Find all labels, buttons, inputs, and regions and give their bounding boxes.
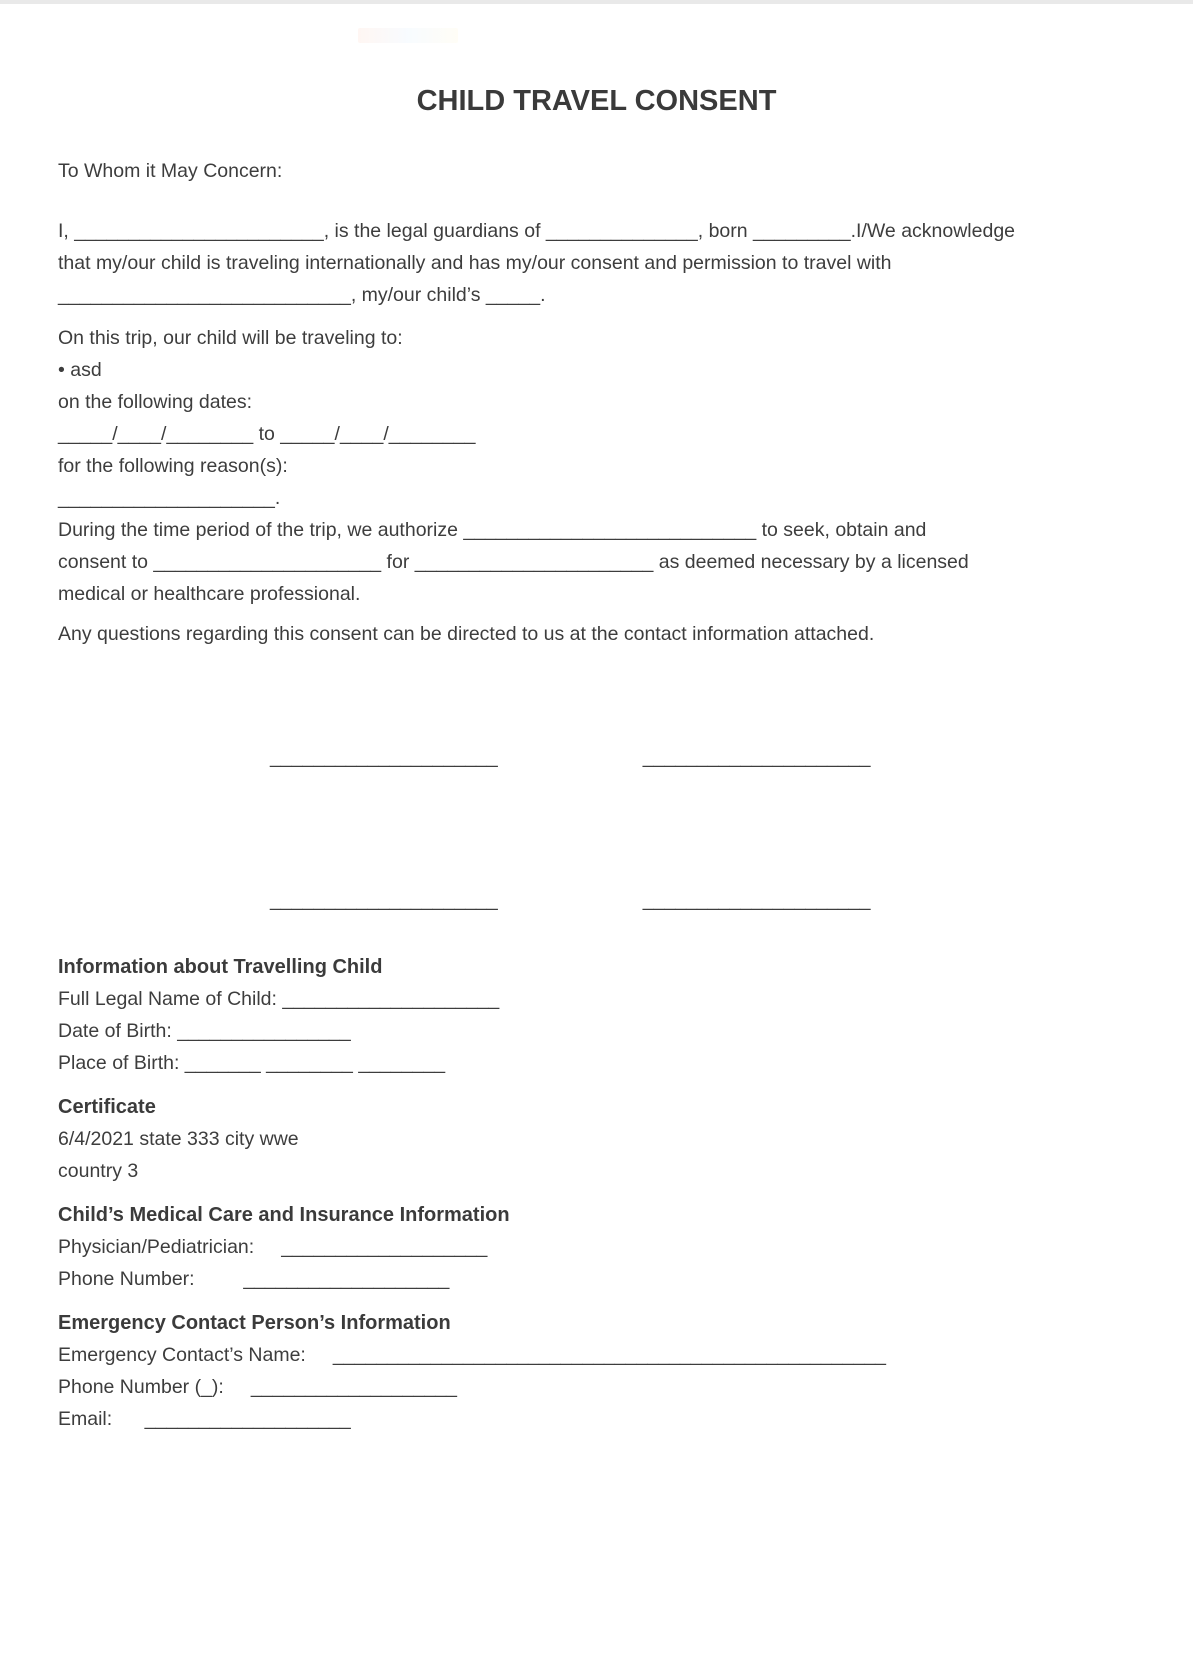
watermark [358, 28, 458, 43]
section-medical-insurance [58, 1199, 1135, 1295]
text-line: Email: ___________________ [58, 1408, 351, 1430]
text-line: Phone Number (_): ___________________ [58, 1376, 457, 1398]
text-line: • asd [58, 359, 102, 381]
text-line: I, _______________________, is the legal guardians of ______________, born _________.I/We acknowledge [58, 220, 1016, 242]
text-line: _____/____/________ to _____/____/________ [58, 423, 476, 445]
text-line: Full Legal Name of Child: ____________________ [58, 988, 500, 1010]
signature-line: _____________________ [270, 889, 498, 911]
text-line: On this trip, our child will be traveling to: [58, 327, 403, 349]
page-top-edge [0, 0, 1193, 4]
authorization-paragraph [58, 514, 1135, 610]
section-lines [58, 1123, 1135, 1187]
text-line: Date of Birth: ________________ [58, 1020, 351, 1042]
signature-line: _____________________ [270, 746, 498, 768]
text-line: country 3 [58, 1160, 139, 1182]
text-line: Physician/Pediatrician: ___________________ [58, 1236, 488, 1258]
text-line: that my/our child is traveling internationally and has my/our consent and permission to travel with [58, 252, 892, 274]
text-line: ___________________________, my/our child’s _____. [58, 284, 546, 306]
signature-line: _____________________ [642, 889, 871, 911]
text-line: for the following reason(s): [58, 455, 288, 477]
section-heading: Child’s Medical Care and Insurance Information [58, 1204, 510, 1226]
text-line: Emergency Contact’s Name: ___________________________________________________ [58, 1344, 887, 1366]
signature-line: _____________________ [642, 746, 871, 768]
text-line: consent to _____________________ for ______________________ as deemed necessary by a licensed [58, 551, 969, 573]
text-line: medical or healthcare professional. [58, 583, 361, 605]
signature-row-1 [58, 741, 1135, 773]
section-lines [58, 1231, 1135, 1295]
section-lines [58, 983, 1135, 1079]
trip-details-paragraph [58, 322, 1135, 514]
section-travelling-child [58, 951, 1135, 1079]
section-heading: Emergency Contact Person’s Information [58, 1312, 451, 1334]
questions-line: Any questions regarding this consent can be directed to us at the contact information attached. [58, 623, 875, 645]
section-certificate [58, 1091, 1135, 1187]
section-heading: Information about Travelling Child [58, 956, 383, 978]
document-content [0, 84, 1193, 1435]
text-line: Place of Birth: _______ ________ ________ [58, 1052, 446, 1074]
section-lines [58, 1339, 1135, 1435]
section-heading: Certificate [58, 1096, 156, 1118]
text-line: 6/4/2021 state 333 city wwe [58, 1128, 299, 1150]
intro-paragraph [58, 215, 1135, 311]
signature-row-2 [58, 884, 1135, 916]
text-line: ____________________. [58, 487, 281, 509]
text-line: Phone Number: ___________________ [58, 1268, 450, 1290]
document-title: CHILD TRAVEL CONSENT [416, 85, 777, 117]
salutation-line: To Whom it May Concern: [58, 160, 283, 182]
text-line: on the following dates: [58, 391, 253, 413]
text-line: During the time period of the trip, we authorize ___________________________ to seek, obtain and [58, 519, 927, 541]
section-emergency-contact [58, 1307, 1135, 1435]
